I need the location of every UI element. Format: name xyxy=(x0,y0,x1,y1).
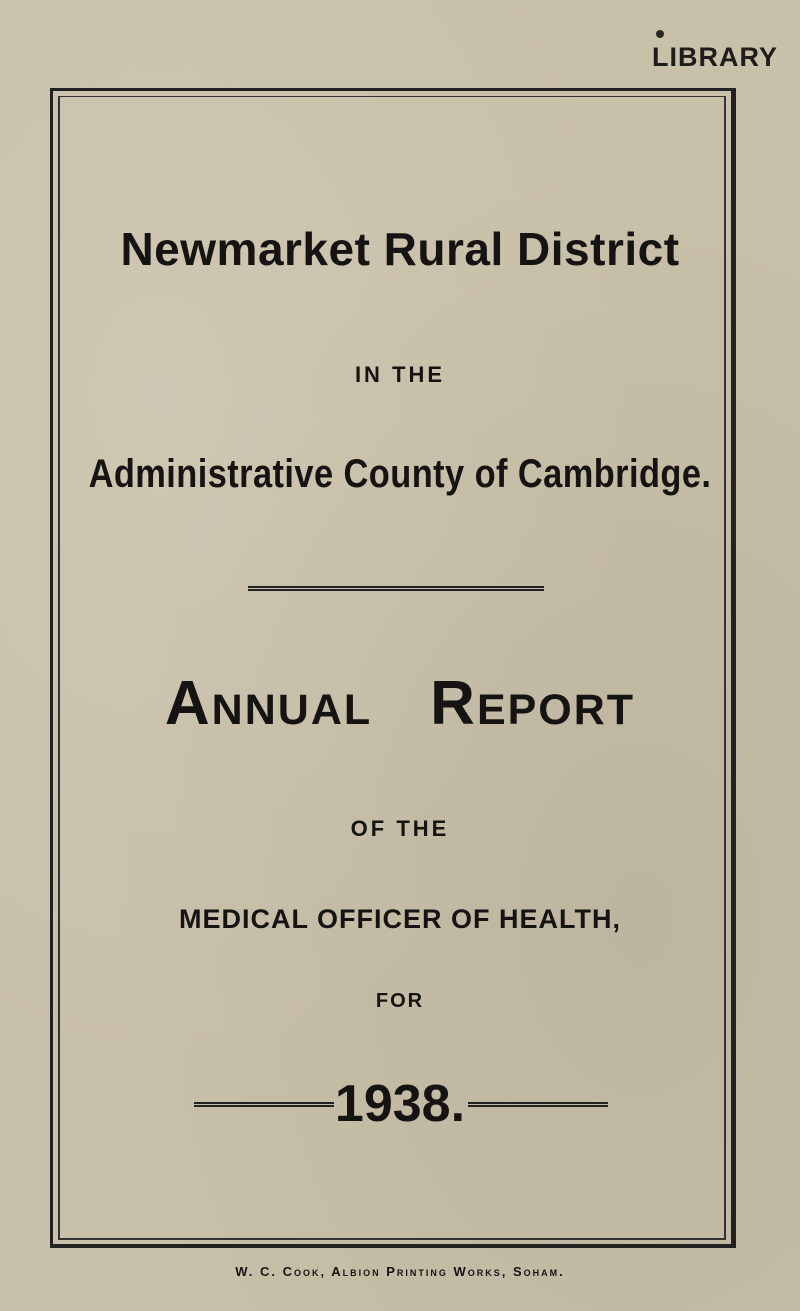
of-the-label: OF THE xyxy=(350,816,450,841)
officer-title: MEDICAL OFFICER OF HEALTH, xyxy=(179,904,621,934)
library-stamp: LIBRARY xyxy=(652,42,778,72)
printer-imprint: W. C. Cook, Albion Printing Works, Soham. xyxy=(235,1264,565,1279)
county-title: Administrative County of Cambridge. xyxy=(88,452,712,496)
report-heading xyxy=(0,668,800,739)
year-dash-right xyxy=(468,1102,608,1107)
district-title: Newmarket Rural District xyxy=(120,223,680,275)
divider-rule xyxy=(248,586,544,591)
report-heading-word-annual: Annual xyxy=(164,669,373,738)
stamp-dot xyxy=(656,30,664,38)
in-the-label: IN THE xyxy=(354,362,446,387)
report-year: 1938. xyxy=(334,1075,466,1133)
report-heading-word-report: Report xyxy=(430,669,636,738)
for-label: FOR xyxy=(375,990,425,1012)
year-row xyxy=(0,1074,800,1134)
